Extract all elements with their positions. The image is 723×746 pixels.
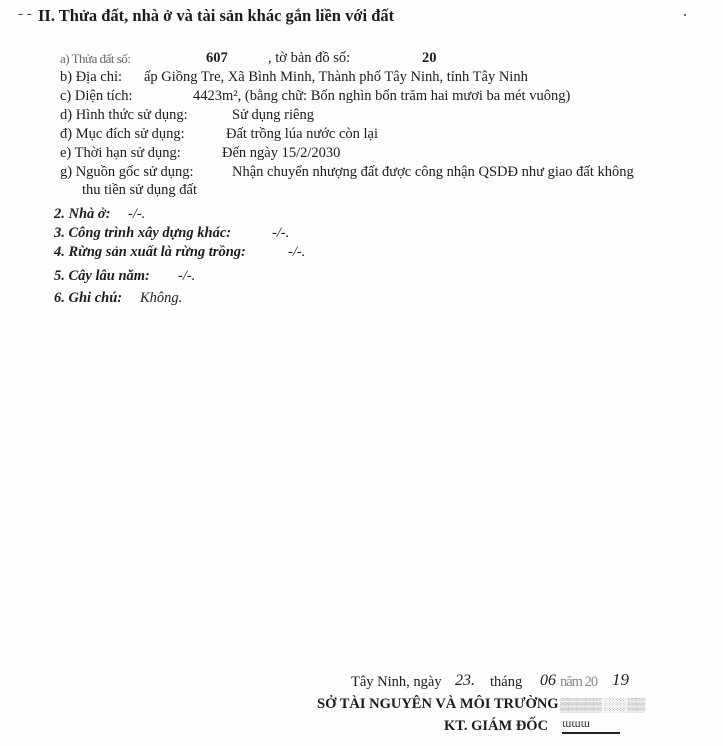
construction-label: 3. Công trình xây dựng khác: (54, 225, 232, 241)
address-value: ấp Giồng Tre, Xã Bình Minh, Thành phố Tây Ninh, tỉnh Tây Ninh (144, 69, 528, 85)
origin-value-line2: thu tiền sử dụng đất (82, 182, 197, 198)
perennial-value: -/-. (178, 268, 196, 284)
month-label: tháng (490, 674, 523, 690)
date-month: 06 (540, 672, 556, 689)
leading-dash: - - (18, 6, 32, 22)
map-sheet-label: , tờ bản đồ số: (268, 50, 351, 66)
parcel-label: a) Thửa đất số: (60, 51, 131, 66)
year-label: năm 20 (560, 674, 598, 690)
stamp-overprint: ▒▒▒▒▒ ░░░▒▒ (560, 697, 645, 712)
origin-value-line1: Nhận chuyển nhượng đất được công nhận QSDĐ như giao đất không (232, 164, 634, 180)
area-label: c) Diện tích: (60, 88, 133, 104)
address-label: b) Địa chỉ: (60, 69, 123, 85)
note-value: Không. (140, 290, 183, 306)
signature-scribble: ɯɯɯ (562, 716, 591, 730)
origin-label: g) Nguồn gốc sử dụng: (60, 164, 194, 180)
parcel-number: 607 (206, 50, 228, 66)
section-title: II. Thửa đất, nhà ở và tài sản khác gắn liền với đất (38, 6, 395, 25)
purpose-label: đ) Mục đích sử dụng: (60, 126, 185, 142)
usage-form-value: Sử dụng riêng (232, 107, 314, 123)
house-value: -/-. (128, 206, 146, 222)
term-value: Đến ngày 15/2/2030 (222, 145, 341, 161)
construction-value: -/-. (272, 225, 290, 241)
term-label: e) Thời hạn sử dụng: (60, 145, 181, 161)
department-name: SỞ TÀI NGUYÊN VÀ MÔI TRƯỜNG (317, 696, 559, 712)
note-label: 6. Ghi chú: (54, 290, 123, 306)
forest-label: 4. Rừng sản xuất là rừng trồng: (54, 244, 246, 260)
perennial-label: 5. Cây lâu năm: (54, 268, 150, 284)
purpose-value: Đất trồng lúa nước còn lại (226, 126, 379, 142)
signature-stroke (562, 732, 620, 734)
forest-value: -/-. (288, 244, 306, 260)
usage-form-label: d) Hình thức sử dụng: (60, 107, 188, 123)
speck-mark (684, 14, 686, 16)
place-date-prefix: Tây Ninh, ngày (351, 674, 442, 690)
signatory-title: KT. GIÁM ĐỐC (444, 718, 549, 734)
house-label: 2. Nhà ở: (54, 206, 111, 222)
area-value: 4423m², (bằng chữ: Bốn nghìn bốn trăm hai mươi ba mét vuông) (193, 88, 571, 104)
date-year: 19 (612, 670, 629, 689)
date-day: 23. (455, 672, 475, 689)
map-sheet-number: 20 (422, 50, 437, 66)
